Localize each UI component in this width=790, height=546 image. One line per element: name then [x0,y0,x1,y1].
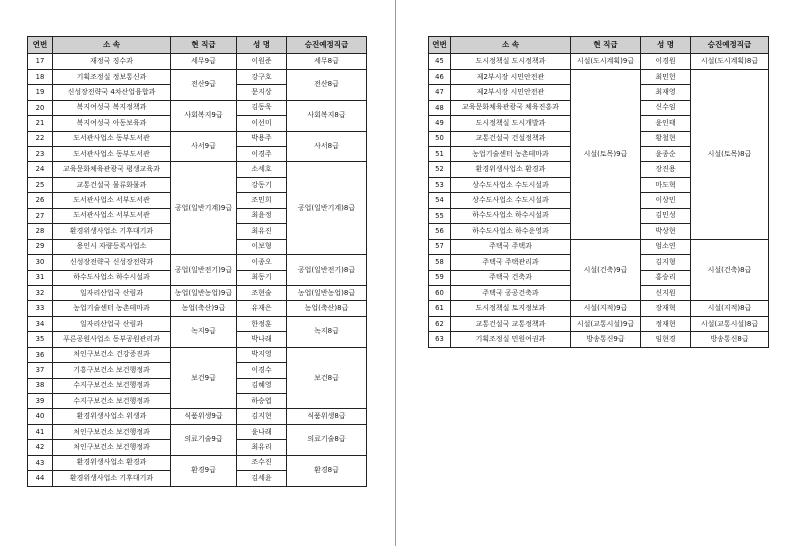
cell-employee-name: 강구호 [237,69,287,84]
cell-employee-name: 장진용 [641,162,691,177]
table-row [28,100,367,115]
cell-row-number: 18 [28,69,53,84]
cell-promotion-grade: 시설(도시계획)8급 [691,54,769,69]
table-row [28,69,367,84]
cell-employee-name: 박용주 [237,131,287,146]
cell-employee-name: 김세윤 [237,471,287,486]
cell-department: 일자리산업국 산림과 [53,285,171,300]
header-promotion-grade: 승진예정직급 [287,37,367,54]
cell-promotion-grade: 방송통신8급 [691,332,769,347]
cell-current-grade: 사회복지9급 [171,100,237,131]
cell-row-number: 30 [28,255,53,270]
promotion-table-left [27,36,367,487]
cell-row-number: 52 [429,162,451,177]
cell-promotion-grade: 의료기술8급 [287,424,367,455]
cell-current-grade: 농업(축산)9급 [171,301,237,316]
header-department: 소 속 [451,37,571,54]
cell-row-number: 57 [429,239,451,254]
cell-row-number: 58 [429,255,451,270]
cell-promotion-grade: 녹지8급 [287,316,367,347]
cell-department: 기획조정실 민원여권과 [451,332,571,347]
cell-employee-name: 신수임 [641,100,691,115]
cell-employee-name: 김혜영 [237,378,287,393]
cell-department: 처인구보건소 건강증진과 [53,347,171,362]
cell-department: 복지여성국 복지정책과 [53,100,171,115]
cell-department: 환경위생사업소 기후대기과 [53,471,171,486]
cell-promotion-grade: 시설(지적)8급 [691,301,769,316]
cell-employee-name: 임현경 [641,332,691,347]
table-row [28,409,367,424]
cell-department: 도시정책실 도시개발과 [451,116,571,131]
cell-employee-name: 최유리 [237,440,287,455]
cell-employee-name: 박상현 [641,224,691,239]
cell-department: 기흥구보건소 보건행정과 [53,363,171,378]
cell-promotion-grade: 농업(일반농업)8급 [287,285,367,300]
cell-department: 교통건설국 교통정책과 [451,316,571,331]
cell-current-grade: 공업(일반기계)9급 [171,162,237,255]
cell-employee-name: 박나래 [237,332,287,347]
cell-row-number: 59 [429,270,451,285]
cell-row-number: 63 [429,332,451,347]
cell-row-number: 31 [28,270,53,285]
table-row [28,131,367,146]
cell-row-number: 38 [28,378,53,393]
cell-employee-name: 이상민 [641,193,691,208]
cell-employee-name: 이종오 [237,255,287,270]
cell-row-number: 22 [28,131,53,146]
cell-employee-name: 유재은 [237,301,287,316]
cell-row-number: 34 [28,316,53,331]
cell-row-number: 17 [28,54,53,69]
cell-row-number: 32 [28,285,53,300]
cell-employee-name: 이선미 [237,116,287,131]
cell-employee-name: 마도혁 [641,177,691,192]
cell-row-number: 62 [429,316,451,331]
cell-row-number: 20 [28,100,53,115]
table-row [28,54,367,69]
header-name: 성 명 [641,37,691,54]
cell-row-number: 60 [429,285,451,300]
cell-row-number: 27 [28,208,53,223]
cell-current-grade: 세무9급 [171,54,237,69]
cell-department: 농업기술센터 농촌테마과 [451,147,571,162]
table-row [28,162,367,177]
cell-department: 도서관사업소 동부도서관 [53,147,171,162]
cell-employee-name: 엄소연 [641,239,691,254]
cell-employee-name: 최민헌 [641,69,691,84]
cell-department: 도시정책실 도시정책과 [451,54,571,69]
cell-row-number: 53 [429,177,451,192]
cell-employee-name: 하승엽 [237,394,287,409]
cell-row-number: 61 [429,301,451,316]
cell-row-number: 55 [429,208,451,223]
cell-employee-name: 최동기 [237,270,287,285]
cell-row-number: 46 [429,69,451,84]
cell-department: 도서관사업소 동부도서관 [53,131,171,146]
cell-department: 하수도사업소 하수운영과 [451,224,571,239]
cell-employee-name: 이경원 [641,54,691,69]
cell-department: 주택국 건축과 [451,270,571,285]
cell-row-number: 24 [28,162,53,177]
cell-row-number: 36 [28,347,53,362]
cell-employee-name: 김동욱 [237,100,287,115]
cell-department: 상수도사업소 수도시설과 [451,177,571,192]
cell-current-grade: 보건9급 [171,347,237,409]
cell-employee-name: 이경주 [237,147,287,162]
cell-row-number: 42 [28,440,53,455]
cell-department: 복지여성국 아동보육과 [53,116,171,131]
cell-employee-name: 김민성 [641,208,691,223]
cell-row-number: 54 [429,193,451,208]
cell-current-grade: 사서9급 [171,131,237,162]
cell-current-grade: 시설(도시계획)9급 [571,54,641,69]
cell-department: 주택국 주택관리과 [451,255,571,270]
cell-employee-name: 이경수 [237,363,287,378]
cell-row-number: 41 [28,424,53,439]
document-page-right [396,0,790,546]
cell-employee-name: 윤나래 [237,424,287,439]
cell-promotion-grade: 사서8급 [287,131,367,162]
cell-current-grade: 시설(건축)9급 [571,239,641,301]
cell-department: 환경위생사업소 위생과 [53,409,171,424]
cell-promotion-grade: 시설(교통시설)8급 [691,316,769,331]
cell-employee-name: 윤종순 [641,147,691,162]
table-header-row [28,37,367,54]
cell-row-number: 49 [429,116,451,131]
cell-current-grade: 시설(교통시설)9급 [571,316,641,331]
header-name: 성 명 [237,37,287,54]
table-row [429,54,769,69]
header-current-grade: 현 직급 [171,37,237,54]
cell-current-grade: 시설(토목)9급 [571,69,641,239]
cell-department: 교육문화체육관광국 평생교육과 [53,162,171,177]
cell-employee-name: 박지영 [237,347,287,362]
cell-promotion-grade: 시설(토목)8급 [691,69,769,239]
header-current-grade: 현 직급 [571,37,641,54]
cell-row-number: 45 [429,54,451,69]
cell-department: 신성장전략국 4차산업융합과 [53,85,171,100]
header-promotion-grade: 승진예정직급 [691,37,769,54]
cell-row-number: 26 [28,193,53,208]
cell-department: 수지구보건소 보건행정과 [53,378,171,393]
cell-row-number: 56 [429,224,451,239]
cell-row-number: 37 [28,363,53,378]
cell-promotion-grade: 사회복지8급 [287,100,367,131]
cell-row-number: 23 [28,147,53,162]
cell-employee-name: 장재혁 [641,301,691,316]
table-row [429,301,769,316]
cell-promotion-grade: 세무8급 [287,54,367,69]
table-row [429,316,769,331]
cell-current-grade: 방송통신9급 [571,332,641,347]
cell-row-number: 40 [28,409,53,424]
header-number: 연번 [28,37,53,54]
cell-row-number: 39 [28,394,53,409]
table-row [28,285,367,300]
cell-employee-name: 정재현 [641,316,691,331]
cell-department: 도서관사업소 서부도서관 [53,208,171,223]
cell-employee-name: 윤인태 [641,116,691,131]
promotion-table-right [428,36,769,348]
cell-department: 수지구보건소 보건행정과 [53,394,171,409]
cell-row-number: 43 [28,455,53,470]
cell-department: 환경위생사업소 기후대기과 [53,224,171,239]
cell-department: 환경위생사업소 환경과 [451,162,571,177]
cell-department: 환경위생사업소 환경과 [53,455,171,470]
cell-row-number: 33 [28,301,53,316]
cell-row-number: 29 [28,239,53,254]
table-row [429,332,769,347]
cell-current-grade: 환경9급 [171,455,237,486]
cell-employee-name: 최유진 [237,224,287,239]
cell-current-grade: 녹지9급 [171,316,237,347]
cell-current-grade: 식품위생9급 [171,409,237,424]
table-row [429,69,769,84]
table-row [28,301,367,316]
cell-row-number: 50 [429,131,451,146]
cell-promotion-grade: 농업(축산)8급 [287,301,367,316]
cell-employee-name: 이보형 [237,239,287,254]
cell-row-number: 35 [28,332,53,347]
cell-department: 교통건설국 물류화물과 [53,177,171,192]
table-row [28,347,367,362]
cell-promotion-grade: 공업(일반전기)8급 [287,255,367,286]
cell-employee-name: 신지원 [641,285,691,300]
cell-employee-name: 조민희 [237,193,287,208]
cell-employee-name: 한정훈 [237,316,287,331]
table-row [28,455,367,470]
cell-current-grade: 전산9급 [171,69,237,100]
cell-employee-name: 강동기 [237,177,287,192]
header-department: 소 속 [53,37,171,54]
cell-employee-name: 이원준 [237,54,287,69]
cell-department: 상수도사업소 수도시설과 [451,193,571,208]
cell-promotion-grade: 전산8급 [287,69,367,100]
table-row [28,424,367,439]
table-row [28,316,367,331]
table-body-right [429,54,769,347]
cell-current-grade: 의료기술9급 [171,424,237,455]
cell-department: 제2부시장 시민안전관 [451,85,571,100]
cell-department: 제2부시장 시민안전관 [451,69,571,84]
cell-department: 신성장전략국 신성장전략과 [53,255,171,270]
cell-department: 푸른공원사업소 동부공원관리과 [53,332,171,347]
cell-promotion-grade: 보건8급 [287,347,367,409]
cell-row-number: 51 [429,147,451,162]
cell-department: 농업기술센터 농촌테마과 [53,301,171,316]
cell-row-number: 44 [28,471,53,486]
cell-employee-name: 홍승리 [641,270,691,285]
table-body-left [28,54,367,486]
table-header-row [429,37,769,54]
cell-promotion-grade: 시설(건축)8급 [691,239,769,301]
cell-department: 교육문화체육관광국 체육진흥과 [451,100,571,115]
table-row [429,239,769,254]
cell-employee-name: 김지형 [641,255,691,270]
cell-department: 주택국 공공건축과 [451,285,571,300]
cell-row-number: 28 [28,224,53,239]
cell-employee-name: 김지현 [237,409,287,424]
cell-department: 재정국 징수과 [53,54,171,69]
cell-employee-name: 황철현 [641,131,691,146]
cell-employee-name: 조수진 [237,455,287,470]
cell-row-number: 21 [28,116,53,131]
table-row [28,255,367,270]
cell-department: 기획조정실 정보통신과 [53,69,171,84]
cell-row-number: 48 [429,100,451,115]
cell-row-number: 47 [429,85,451,100]
cell-row-number: 25 [28,177,53,192]
cell-current-grade: 시설(지적)9급 [571,301,641,316]
cell-current-grade: 농업(일반농업)9급 [171,285,237,300]
cell-department: 도시정책실 토지정보과 [451,301,571,316]
cell-employee-name: 최재영 [641,85,691,100]
header-number: 연번 [429,37,451,54]
cell-row-number: 19 [28,85,53,100]
cell-department: 하수도사업소 하수시설과 [451,208,571,223]
cell-employee-name: 조현술 [237,285,287,300]
cell-department: 처인구보건소 보건행정과 [53,440,171,455]
cell-department: 하수도사업소 하수시설과 [53,270,171,285]
cell-promotion-grade: 공업(일반기계)8급 [287,162,367,255]
cell-department: 주택국 주택과 [451,239,571,254]
cell-promotion-grade: 식품위생8급 [287,409,367,424]
cell-department: 처인구보건소 보건행정과 [53,424,171,439]
cell-current-grade: 공업(일반전기)9급 [171,255,237,286]
cell-employee-name: 최윤정 [237,208,287,223]
cell-promotion-grade: 환경8급 [287,455,367,486]
cell-department: 일자리산업국 산림과 [53,316,171,331]
cell-employee-name: 소세호 [237,162,287,177]
cell-department: 용인시 자량등록사업소 [53,239,171,254]
cell-department: 교통건설국 건설정책과 [451,131,571,146]
cell-department: 도서관사업소 서부도서관 [53,193,171,208]
cell-employee-name: 문지상 [237,85,287,100]
